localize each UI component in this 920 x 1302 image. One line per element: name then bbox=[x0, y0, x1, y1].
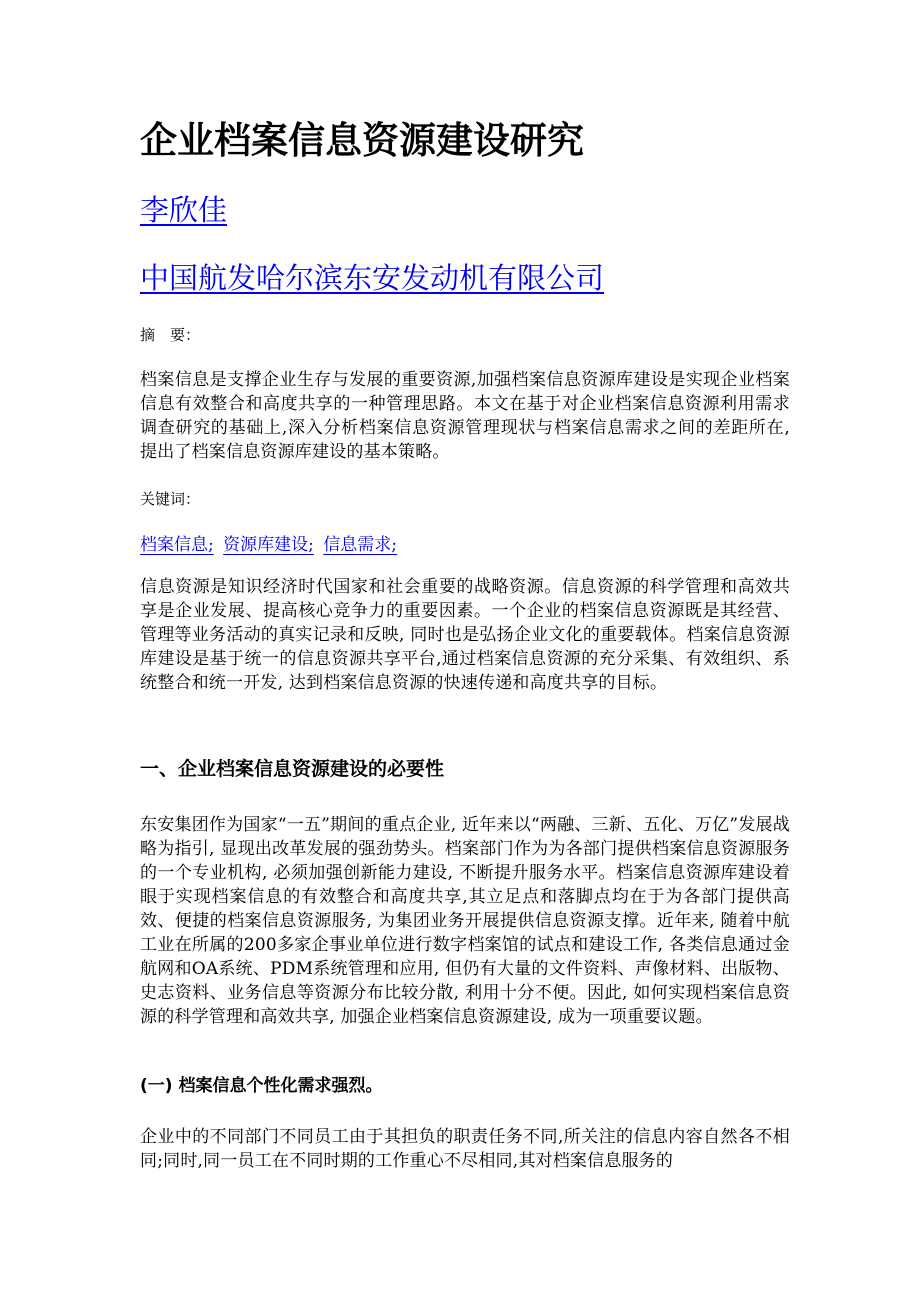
keywords-label: 关键词： bbox=[140, 490, 201, 508]
keyword-link[interactable]: 资源库建设; bbox=[223, 535, 314, 555]
abstract-label: 摘 要： bbox=[140, 326, 201, 344]
affiliation-link[interactable]: 中国航发哈尔滨东安发动机有限公司 bbox=[140, 261, 605, 295]
keywords-list bbox=[140, 530, 401, 555]
section-paragraph: 东安集团作为国家“一五”期间的重点企业, 近年来以“两融、三新、五化、万亿”发展战略为指引, 显现出改革发展的强劲势头。档案部门作为为各部门提供档案信息资源服务的一个专业机构, 必须加强创新能力建设, 不断提升服务水平。档案信息资源库建设着眼于实现档案信息的有效整合和高度共享,其立足点和落脚点均在于为各部门提供高效、便捷的档案信息资源服务, 为集团业务开展提供信息资源支撑。近年来, 随着中航工业在所属的200多家企事业单位进行数字档案馆的试点和建设工作, 各类信息通过金航网和OA系统、PDM系统管理和应用, 但仍有大量的文件资料、声像材料、出版物、史志资料、业务信息等资源分布比较分散, 利用十分不便。因此, 如何实现档案信息资源的科学管理和高效共享, 加强企业档案信息资源建设, 成为一项重要议题。 bbox=[140, 815, 790, 1027]
keyword-link[interactable]: 信息需求; bbox=[323, 535, 398, 555]
abstract-text: 档案信息是支撑企业生存与发展的重要资源,加强档案信息资源库建设是实现企业档案信息有效整合和高度共享的一种管理思路。本文在基于对企业档案信息资源利用需求调查研究的基础上,深入分析档案信息资源管理现状与档案信息需求之间的差距所在, 提出了档案信息资源库建设的基本策略。 bbox=[140, 370, 790, 462]
author-link[interactable]: 李欣佳 bbox=[140, 193, 228, 227]
keyword-link[interactable]: 档案信息; bbox=[140, 535, 214, 555]
intro-paragraph: 信息资源是知识经济时代国家和社会重要的战略资源。信息资源的科学管理和高效共享是企业发展、提高核心竞争力的重要因素。一个企业的档案信息资源既是其经营、管理等业务活动的真实记录和反映, 同时也是弘扬企业文化的重要载体。档案信息资源库建设是基于统一的信息资源共享平台,通过档案信息资源的充分采集、有效组织、系统整合和统一开发, 达到档案信息资源的快速传递和高度共享的目标。 bbox=[140, 577, 790, 693]
document-title: 企业档案信息资源建设研究 bbox=[140, 118, 584, 162]
subsection-heading: (一) 档案信息个性化需求强烈。 bbox=[140, 1076, 383, 1096]
subsection-paragraph: 企业中的不同部门不同员工由于其担负的职责任务不同,所关注的信息内容自然各不相同;同时,同一员工在不同时期的工作重心不尽相同,其对档案信息服务的 bbox=[140, 1127, 790, 1171]
section-heading: 一、企业档案信息资源建设的必要性 bbox=[140, 758, 445, 780]
